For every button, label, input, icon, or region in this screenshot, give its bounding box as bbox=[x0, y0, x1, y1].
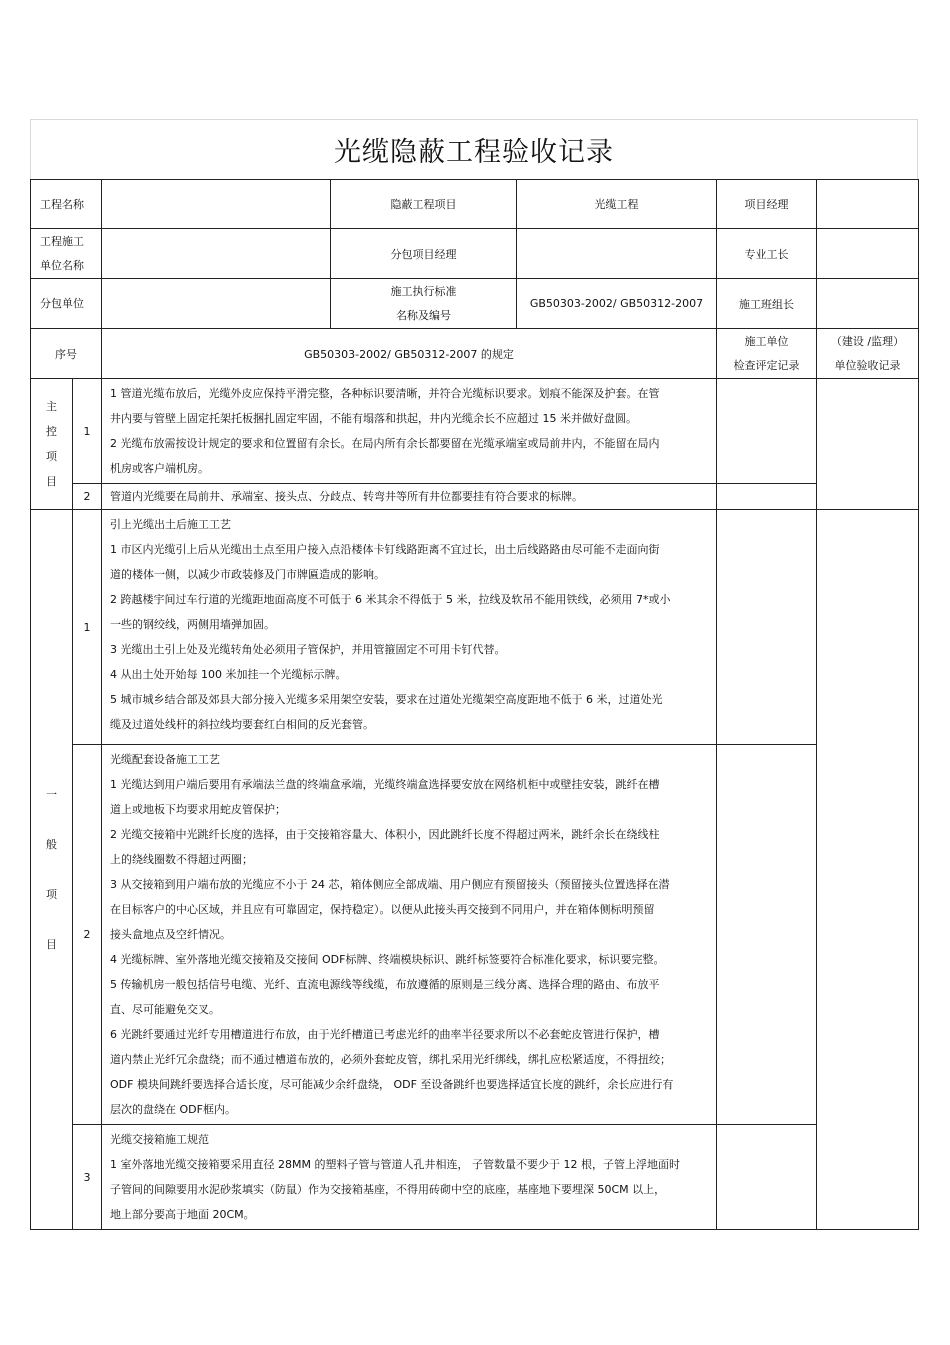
inspection-record-header bbox=[717, 329, 817, 379]
hidden-item-label: 隐蔽工程项目 bbox=[331, 180, 517, 229]
text-line: 光缆配套设备施工工艺 bbox=[110, 753, 220, 766]
main-item-row-2 bbox=[31, 484, 919, 510]
general-item-row-2 bbox=[31, 745, 919, 1125]
inspection-record-header-line-1: 施工单位 bbox=[744, 334, 789, 348]
team-leader-value[interactable] bbox=[817, 279, 919, 329]
text-line: 道上或地板下均要求用蛇皮管保护； bbox=[110, 803, 286, 816]
text-line: 2 光缆布放需按设计规定的要求和位置留有余长。在局内所有余长都要留在光缆承端室或局前井内，不能留在局内 bbox=[110, 437, 660, 450]
text-line: 6 光跳纤要通过光纤专用槽道进行布放，由于光纤槽道已考虑光纤的曲率半径要求所以不必套蛇皮管进行保护，槽 bbox=[110, 1028, 660, 1041]
construction-unit-label bbox=[31, 229, 102, 279]
text-line: 道内禁止光纤冗余盘绕；而不通过槽道布放的，必须外套蛇皮管，绑扎采用光纤绑线，绑扎应松紧适度，不得扭绞； bbox=[110, 1053, 671, 1066]
text-line: 管道内光缆要在局前井、承端室、接头点、分歧点、转弯井等所有井位都要挂有符合要求的标牌。 bbox=[110, 490, 583, 503]
text-line: 接头盒地点及空纤情况。 bbox=[110, 928, 231, 941]
text-line: 引上光缆出土后施工工艺 bbox=[110, 518, 231, 531]
sub-pm-label: 分包项目经理 bbox=[331, 229, 517, 279]
project-name-value[interactable] bbox=[102, 180, 331, 229]
header-row-4 bbox=[31, 329, 919, 379]
main-item-2-text bbox=[102, 484, 717, 510]
general-item-char-1: 一 bbox=[46, 787, 57, 801]
main-item-1-text bbox=[102, 379, 717, 484]
construction-unit-value[interactable] bbox=[102, 229, 331, 279]
main-section-acceptance[interactable] bbox=[817, 379, 919, 510]
inspection-record-header-line-2: 检查评定记录 bbox=[733, 358, 800, 372]
text-line: 井内要与管壁上固定托架托板捆扎固定牢固，不能有塌落和拱起，井内光缆余长不应超过 15 米并做好盘圆。 bbox=[110, 412, 637, 425]
header-row-2 bbox=[31, 229, 919, 279]
general-item-3-text bbox=[102, 1125, 717, 1230]
document-title: 光缆隐蔽工程验收记录 bbox=[30, 119, 918, 179]
project-manager-label: 项目经理 bbox=[717, 180, 817, 229]
text-line: 一些的钢绞线，两侧用墙弹加固。 bbox=[110, 618, 275, 631]
main-item-1-inspection[interactable] bbox=[717, 379, 817, 484]
general-section-acceptance[interactable] bbox=[817, 510, 919, 1230]
foreman-label: 专业工长 bbox=[717, 229, 817, 279]
header-row-3 bbox=[31, 279, 919, 329]
standard-label bbox=[331, 279, 517, 329]
hidden-item-value: 光缆工程 bbox=[517, 180, 717, 229]
general-item-2-text bbox=[102, 745, 717, 1125]
general-item-1-no: 1 bbox=[73, 510, 102, 745]
acceptance-record-sheet bbox=[30, 119, 918, 1230]
rule-header: GB50303-2002/ GB50312-2007 的规定 bbox=[102, 329, 717, 379]
text-line: 2 光缆交接箱中光跳纤长度的选择，由于交接箱容量大、体积小，因此跳纤长度不得超过两米，跳纤余长在绕线柱 bbox=[110, 828, 660, 841]
project-manager-value[interactable] bbox=[817, 180, 919, 229]
text-line: 1 室外落地光缆交接箱要采用直径 28MM 的塑料子管与管道人孔井相连， 子管数量不要少于 12 根，子管上浮地面时 bbox=[110, 1158, 680, 1171]
text-line: 机房或客户端机房。 bbox=[110, 462, 209, 475]
sub-pm-value[interactable] bbox=[517, 229, 717, 279]
general-item-row-3 bbox=[31, 1125, 919, 1230]
text-line: 直、尽可能避免交叉。 bbox=[110, 1003, 220, 1016]
subcontract-unit-label: 分包单位 bbox=[31, 279, 102, 329]
text-line: 2 跨越楼宇间过车行道的光缆距地面高度不可低于 6 米其余不得低于 5 米，拉线及软吊不能用铁线，必须用 7*或小 bbox=[110, 593, 671, 606]
main-item-2-inspection[interactable] bbox=[717, 484, 817, 510]
main-control-label bbox=[31, 379, 73, 510]
acceptance-record-header-line-1: （建设 /监理） bbox=[830, 334, 905, 348]
subcontract-unit-value[interactable] bbox=[102, 279, 331, 329]
team-leader-label: 施工班组长 bbox=[717, 279, 817, 329]
acceptance-record-header bbox=[817, 329, 919, 379]
text-line: 光缆交接箱施工规范 bbox=[110, 1133, 209, 1146]
standard-value: GB50303-2002/ GB50312-2007 bbox=[517, 279, 717, 329]
text-line: 1 管道光缆布放后，光缆外皮应保持平滑完整，各种标识要清晰，并符合光缆标识要求。划痕不能深及护套。在管 bbox=[110, 387, 660, 400]
text-line: 地上部分要高于地面 20CM。 bbox=[110, 1208, 255, 1221]
text-line: ODF 模块间跳纤要选择合适长度，尽可能减少余纤盘绕， ODF 至设备跳纤也要选择适宜长度的跳纤，余长应进行有 bbox=[110, 1078, 674, 1091]
general-item-char-2: 般 bbox=[46, 837, 57, 851]
general-item-3-no: 3 bbox=[73, 1125, 102, 1230]
main-control-char-1: 主 bbox=[46, 400, 57, 413]
main-item-1-no: 1 bbox=[73, 379, 102, 484]
main-control-char-2: 控 bbox=[46, 425, 57, 438]
record-table bbox=[30, 179, 919, 1230]
text-line: 1 市区内光缆引上后从光缆出土点至用户接入点沿楼体卡钉线路距离不宜过长，出土后线路路由尽可能不走面向街 bbox=[110, 543, 660, 556]
general-item-2-inspection[interactable] bbox=[717, 745, 817, 1125]
general-item-3-inspection[interactable] bbox=[717, 1125, 817, 1230]
main-item-row-1 bbox=[31, 379, 919, 484]
general-item-row-1 bbox=[31, 510, 919, 745]
standard-label-line-2: 名称及编号 bbox=[396, 308, 451, 322]
text-line: 上的绕线圈数不得超过两圈； bbox=[110, 853, 253, 866]
foreman-value[interactable] bbox=[817, 229, 919, 279]
construction-unit-label-line-1: 工程施工 bbox=[40, 234, 84, 248]
text-line: 缆及过道处线杆的斜拉线均要套红白相间的反光套管。 bbox=[110, 718, 374, 731]
text-line: 子管间的间隙要用水泥砂浆填实（防鼠）作为交接箱基座，不得用砖砌中空的底座，基座地下要埋深 50CM 以上， bbox=[110, 1183, 666, 1196]
text-line: 4 从出土处开始每 100 米加挂一个光缆标示牌。 bbox=[110, 668, 347, 681]
main-item-2-no: 2 bbox=[73, 484, 102, 510]
text-line: 在目标客户的中心区域，并且应有可靠固定，保持稳定）。以便从此接头再交接到不同用户，并在箱体侧标明预留 bbox=[110, 903, 655, 916]
construction-unit-label-line-2: 单位名称 bbox=[40, 258, 84, 272]
header-row-1 bbox=[31, 180, 919, 229]
general-item-char-4: 目 bbox=[46, 937, 57, 951]
general-item-1-inspection[interactable] bbox=[717, 510, 817, 745]
text-line: 道的楼体一侧，以减少市政装修及门市牌匾造成的影响。 bbox=[110, 568, 385, 581]
general-item-char-3: 项 bbox=[46, 887, 57, 901]
general-item-label bbox=[31, 510, 73, 1230]
text-line: 层次的盘绕在 ODF框内。 bbox=[110, 1103, 236, 1116]
text-line: 1 光缆达到用户端后要用有承端法兰盘的终端盒承端，光缆终端盒选择要安放在网络机柜中或壁挂安装，跳纤在槽 bbox=[110, 778, 660, 791]
text-line: 4 光缆标牌、室外落地光缆交接箱及交接间 ODF标牌、终端模块标识、跳纤标签要符合标准化要求，标识要完整。 bbox=[110, 953, 665, 966]
standard-label-line-1: 施工执行标准 bbox=[390, 284, 457, 298]
main-control-char-3: 项 bbox=[46, 450, 57, 463]
general-item-2-no: 2 bbox=[73, 745, 102, 1125]
text-line: 3 从交接箱到用户端布放的光缆应不小于 24 芯，箱体侧应全部成端、用户侧应有预留接头（预留接头位置选择在潜 bbox=[110, 878, 670, 891]
seq-label: 序号 bbox=[31, 329, 102, 379]
text-line: 3 光缆出土引上处及光缆转角处必须用子管保护，并用管箍固定不可用卡钉代替。 bbox=[110, 643, 506, 656]
acceptance-record-header-line-2: 单位验收记录 bbox=[834, 358, 901, 372]
project-name-label: 工程名称 bbox=[31, 180, 102, 229]
general-item-1-text bbox=[102, 510, 717, 745]
text-line: 5 城市城乡结合部及郊县大部分接入光缆多采用架空安装，要求在过道处光缆架空高度距地不低于 6 米，过道处光 bbox=[110, 693, 663, 706]
text-line: 5 传输机房一般包括信号电缆、光纤、直流电源线等线缆，布放遵循的原则是三线分离、选择合理的路由、布放平 bbox=[110, 978, 660, 991]
main-control-char-4: 目 bbox=[46, 475, 57, 488]
